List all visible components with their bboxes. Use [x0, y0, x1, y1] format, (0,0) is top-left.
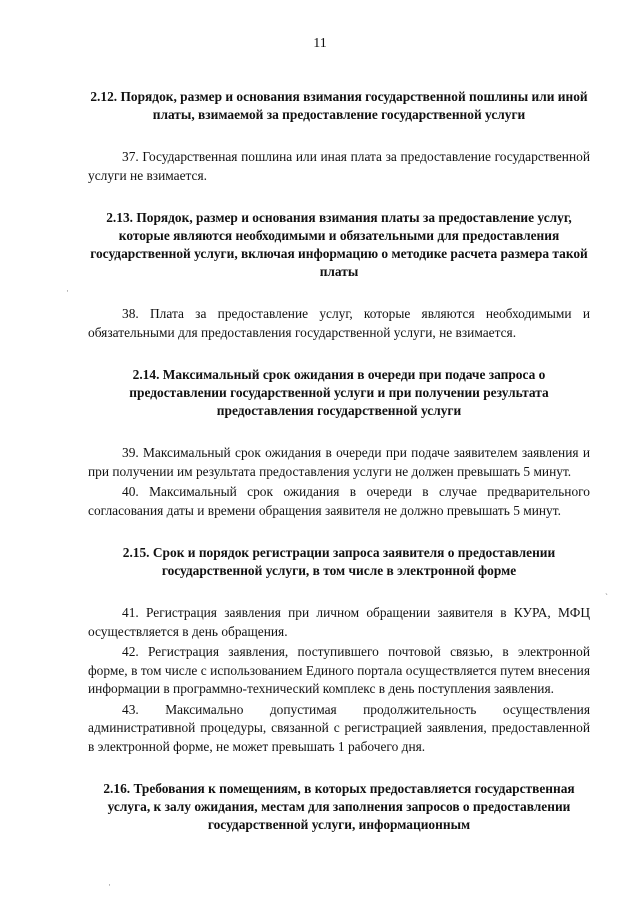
paragraph-40: 40. Максимальный срок ожидания в очереди в случае предварительного согласования даты и времени обращения заявителя не должно превышать 5 минут.	[88, 484, 590, 518]
section-heading: 2.13. Порядок, размер и основания взимания платы за предоставление услуг, которые являются необходимыми и обязательными для предоставления государственной услуги, включая информацию о методике расчета размера такой платы	[90, 210, 588, 279]
paragraph-38: 38. Плата за предоставление услуг, которые являются необходимыми и обязательными для предоставления государственной услуги, не взимается.	[88, 306, 590, 340]
section-heading: 2.16. Требования к помещениям, в которых предоставляется государственная услуга, к залу ожидания, местам для заполнения запросов о предоставлении государственной услуги, информационным	[103, 781, 575, 832]
paragraph-39: 39. Максимальный срок ожидания в очереди при подаче заявителем заявления и при получении им результата предоставления услуги не должен превышать 5 минут.	[88, 445, 590, 479]
section-2-13	[88, 209, 590, 342]
section-2-15	[88, 544, 590, 756]
paragraph-42: 42. Регистрация заявления, поступившего почтовой связью, в электронной форме, в том числе с использованием Единого портала осуществляется путем внесения информации в программно-технический комплекс в день поступления заявления.	[88, 644, 590, 696]
section-2-16	[88, 780, 590, 834]
document-body	[88, 88, 590, 834]
section-heading: 2.14. Максимальный срок ожидания в очереди при подаче запроса о предоставлении государственной услуги и при получении результата предоставления государственной услуги	[129, 367, 549, 418]
page-number: 11	[313, 36, 327, 51]
scan-speck: ·	[66, 286, 69, 296]
scan-speck: ˏ	[605, 585, 608, 595]
paragraph-41: 41. Регистрация заявления при личном обращении заявителя в КУРА, МФЦ осуществляется в день обращения.	[88, 605, 590, 639]
scan-speck: ·	[108, 880, 111, 890]
section-2-14	[88, 366, 590, 520]
section-heading: 2.15. Срок и порядок регистрации запроса заявителя о предоставлении государственной услуги, в том числе в электронной форме	[122, 545, 556, 578]
section-2-12	[88, 88, 590, 185]
section-heading: 2.12. Порядок, размер и основания взимания государственной пошлины или иной платы, взимаемой за предоставление государственной услуги	[90, 89, 588, 122]
paragraph-43: 43. Максимально допустимая продолжительность осуществления административной процедуры, связанной с регистрацией заявления, предоставленной в электронной форме, не может превышать 1 рабочего дня.	[88, 701, 590, 754]
paragraph-37: 37. Государственная пошлина или иная плата за предоставление государственной услуги не взимается.	[88, 149, 590, 183]
